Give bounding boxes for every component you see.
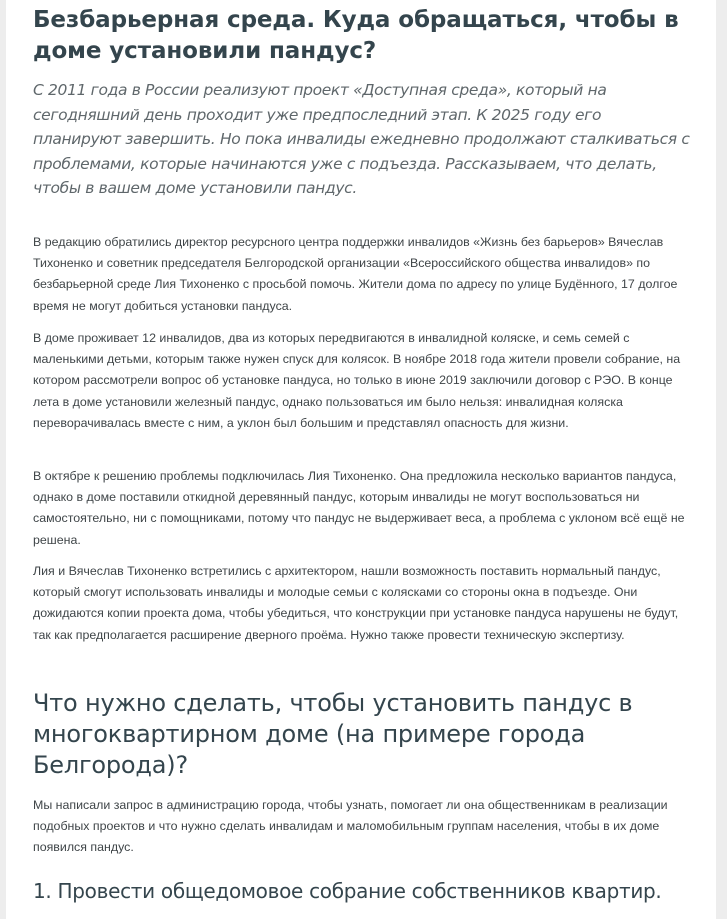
- article-title: Безбарьерная среда. Куда обращаться, чтобы в доме установили пандус?: [33, 7, 679, 64]
- step-title: 1. Провести общедомовое собрание собственников квартир.: [33, 879, 662, 903]
- article-page: [6, 0, 716, 919]
- paragraph-1: В редакцию обратились директор ресурсного центра поддержки инвалидов «Жизнь без барьеров» Вячеслав Тихоненко и советник председателя Белгородской организации «Всероссийского общества инвалидов» по безбарьерной среде Лия Тихоненко с просьбой помочь. Жители дома по адресу по улице Будённого, 17 долгое время не могут добиться установки пандуса.: [33, 235, 678, 313]
- page-right-margin: [716, 0, 727, 919]
- section-paragraph: Мы написали запрос в администрацию города, чтобы узнать, помогает ли она общественникам в реализации подобных проектов и что нужно сделать инвалидам и маломобильным группам населения, чтобы в их доме появился пандус.: [33, 798, 668, 855]
- section-title: Что нужно сделать, чтобы установить пандус в многоквартирном доме (на примере города Белгорода)?: [33, 689, 633, 779]
- paragraph-2: В доме проживает 12 инвалидов, два из которых передвигаются в инвалидной коляске, и семь семей с маленькими детьми, которым также нужен спуск для колясок. В ноябре 2018 года жители провели собрание, на котором рассмотрели вопрос об установке пандуса, но только в июне 2019 заключили договор с РЭО. В конце лета в доме установили железный пандус, однако пользоваться им было нельзя: инвалидная коляска переворачивалась вместе с ним, а уклон был большим и представлял опасность для жизни.: [33, 331, 681, 430]
- paragraph-4: Лия и Вячеслав Тихоненко встретились с архитектором, нашли возможность поставить нормальный пандус, который смогут использовать инвалиды и молодые семьи с колясками со стороны окна в подъезде. Они дожидаются копии проекта дома, чтобы убедиться, что конструкции при установке пандуса нарушены не будут, так как предполагается расширение дверного проёма. Нужно также провести техническую экспертизу.: [33, 564, 679, 642]
- article-lead: С 2011 года в России реализуют проект «Доступная среда», который на сегодняшний день проходит уже предпоследний этап. К 2025 году его планируют завершить. Но пока инвалиды ежедневно продолжают сталкиваться с проблемами, которые начинаются уже с подъезда. Рассказываем, что делать, чтобы в вашем доме установили пандус.: [33, 81, 690, 197]
- paragraph-3: В октябре к решению проблемы подключилась Лия Тихоненко. Она предложила несколько вариантов пандуса, однако в доме поставили откидной деревянный пандус, которым инвалиды не могут воспользоваться ни самостоятельно, ни с помощниками, потому что пандус не выдерживает веса, а проблема с уклоном всё ещё не решена.: [33, 469, 685, 547]
